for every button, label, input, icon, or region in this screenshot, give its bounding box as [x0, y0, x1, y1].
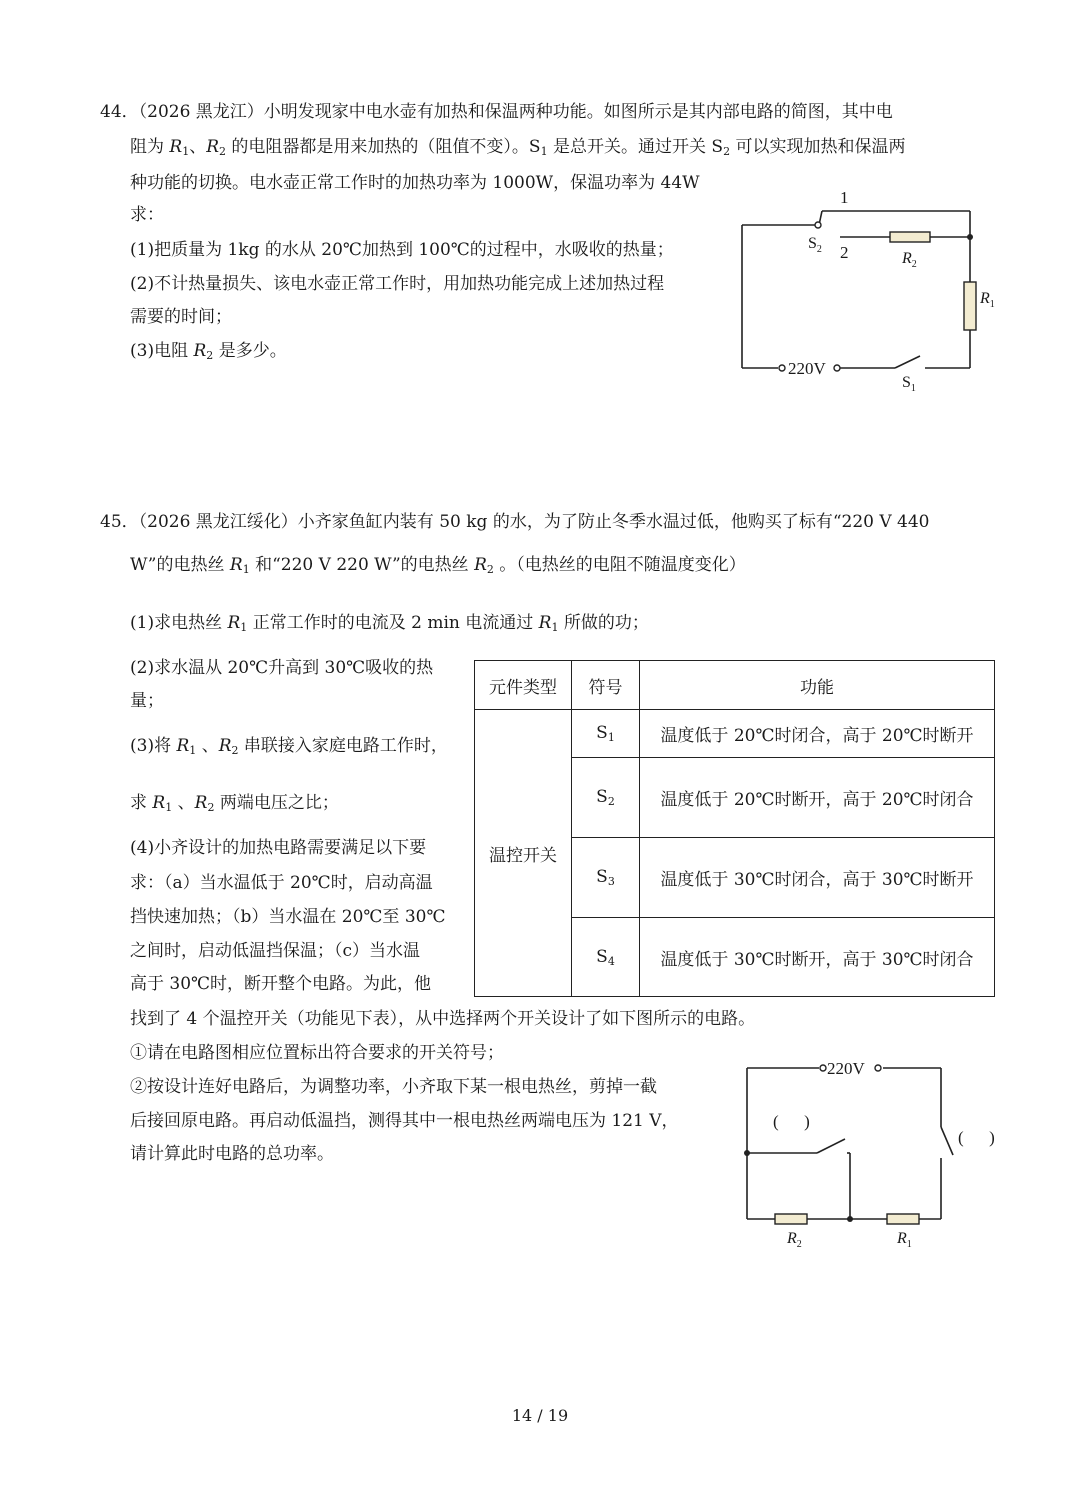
terminal-left	[820, 1065, 826, 1071]
q45-part4a: (4)小齐设计的加热电路需要满足以下要	[130, 838, 427, 858]
q44-part3: (3)电阻 $R_2$ 是多少。	[130, 341, 287, 362]
voltage-label: 220V	[788, 359, 826, 378]
r1-label: $R_1$	[897, 1230, 912, 1250]
resistor-r1	[964, 282, 976, 330]
terminal-left	[779, 365, 785, 371]
q45-part2a: (2)求水温从 20℃升高到 30℃吸收的热	[130, 658, 434, 678]
q45-part3b: 求 $R_1$ 、$R_2$ 两端电压之比；	[130, 793, 339, 814]
q45-part4c: 挡快速加热；（b）当水温在 20℃至 30℃	[130, 907, 446, 927]
q45-part2b: 量；	[130, 691, 164, 711]
table-header-symbol: 符号	[572, 661, 640, 710]
terminal-right	[834, 365, 840, 371]
q44-line2: 阻为 $R_1$、$R_2$ 的电阻器都是用来加热的（阻值不变）。$S_1$ 是总开关。通过开关 $S_2$ 可以实现加热和保温两	[130, 137, 906, 158]
resistor-r2	[775, 1214, 807, 1224]
contact-label-2: 2	[840, 243, 849, 262]
q45-circuit-diagram	[735, 1055, 1025, 1255]
terminal-right	[875, 1065, 881, 1071]
switch-left-blank: ( )	[773, 1112, 810, 1131]
switch-right-blank: ( )	[958, 1128, 995, 1147]
voltage-label: 220V	[827, 1059, 865, 1078]
q45-subq1: ①请在电路图相应位置标出符合要求的开关符号；	[130, 1043, 504, 1063]
junction-dot-bottom	[847, 1216, 853, 1222]
q44-line4: 求：	[130, 205, 164, 225]
q45-line2: W”的电热丝 $R_1$ 和“220 V 220 W”的电热丝 $R_2$ 。（电热丝的电阻不随温度变化）	[130, 555, 746, 576]
table-function-cell: 温度低于 20℃时闭合，高于 20℃时断开	[640, 710, 995, 758]
resistor-r2	[890, 232, 930, 242]
q44-line1: 44．（2026 黑龙江）小明发现家中电水壶有加热和保温两种功能。如图所示是其内部电路的简图，其中电	[100, 102, 893, 122]
switch-function-table	[474, 660, 995, 997]
q44-line3: 种功能的切换。电水壶正常工作时的加热功率为 1000W，保温功率为 44W	[130, 173, 700, 193]
table-type-cell: 温控开关	[475, 710, 572, 997]
r1-label: $R_1$	[980, 290, 995, 310]
table-function-cell: 温度低于 30℃时断开，高于 30℃时闭合	[640, 918, 995, 997]
q44-circuit-diagram	[730, 180, 1010, 400]
page-number: 14 / 19	[511, 1406, 569, 1425]
table-symbol-cell: $S_2$	[572, 758, 640, 838]
s1-label: $S_1$	[902, 374, 916, 394]
table-row	[475, 710, 995, 758]
table-symbol-cell: $S_4$	[572, 918, 640, 997]
r2-label: $R_2$	[787, 1230, 802, 1250]
resistor-r1	[887, 1214, 919, 1224]
q45-part4b: 求：（a）当水温低于 20℃时，启动高温	[130, 873, 433, 893]
table-header-type: 元件类型	[475, 661, 572, 710]
s2-pivot	[815, 222, 821, 228]
table-symbol-cell: $S_1$	[572, 710, 640, 758]
q45-part3a: (3)将 $R_1$ 、$R_2$ 串联接入家庭电路工作时，	[130, 736, 448, 757]
table-function-cell: 温度低于 20℃时断开，高于 20℃时闭合	[640, 758, 995, 838]
q44-part2b: 需要的时间；	[130, 307, 232, 327]
table-header-function: 功能	[640, 661, 995, 710]
q45-part4f: 找到了 4 个温控开关（功能见下表），从中选择两个开关设计了如下图所示的电路。	[130, 1009, 756, 1029]
junction-dot-left	[744, 1150, 750, 1156]
table-header-row	[475, 661, 995, 710]
q45-subq2b: 后接回原电路。再启动低温挡，测得其中一根电热丝两端电压为 121 V，	[130, 1111, 679, 1131]
contact-label-1: 1	[840, 188, 849, 207]
table-function-cell: 温度低于 30℃时闭合，高于 30℃时断开	[640, 838, 995, 918]
q44-part2a: (2)不计热量损失、该电水壶正常工作时，用加热功能完成上述加热过程	[130, 274, 665, 294]
q45-part1: (1)求电热丝 $R_1$ 正常工作时的电流及 2 min 电流通过 $R_1$ 所做的功；	[130, 613, 649, 634]
q44-part1: (1)把质量为 1kg 的水从 20℃加热到 100℃的过程中，水吸收的热量；	[130, 240, 674, 260]
q45-part4e: 高于 30℃时，断开整个电路。为此，他	[130, 974, 432, 994]
q45-subq2a: ②按设计连好电路后，为调整功率，小齐取下某一根电热丝，剪掉一截	[130, 1077, 657, 1097]
table-symbol-cell: $S_3$	[572, 838, 640, 918]
junction-dot	[967, 234, 973, 240]
r2-label: $R_2$	[902, 250, 917, 270]
q45-line1: 45．（2026 黑龙江绥化）小齐家鱼缸内装有 50 kg 的水，为了防止冬季水温过低，他购买了标有“220 V 440	[100, 512, 930, 532]
q45-subq2c: 请计算此时电路的总功率。	[130, 1144, 334, 1164]
s2-label: $S_2$	[808, 235, 822, 255]
q45-part4d: 之间时，启动低温挡保温；（c）当水温	[130, 941, 421, 961]
